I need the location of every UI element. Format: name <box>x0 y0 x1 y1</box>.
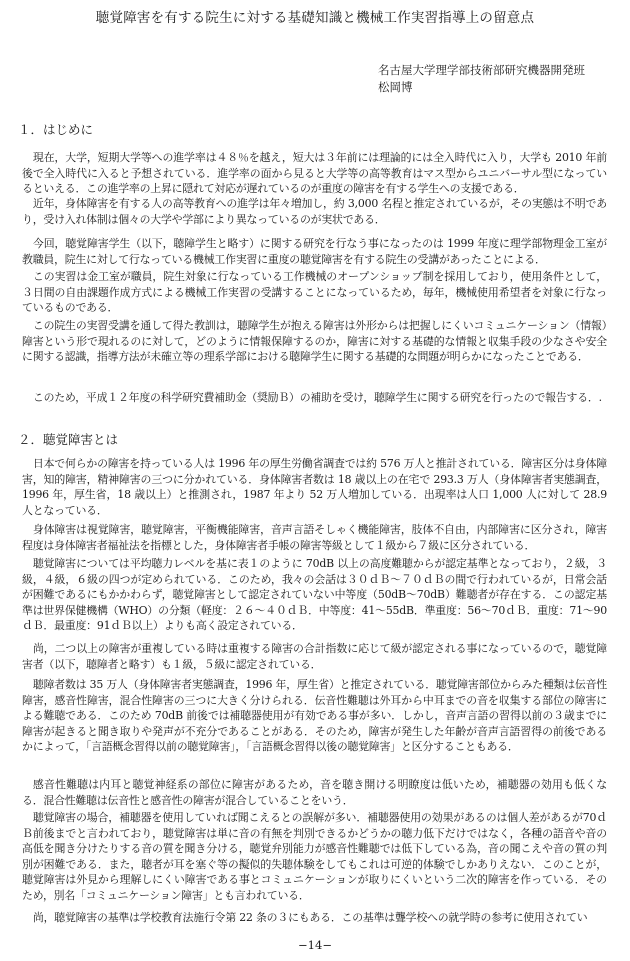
section-heading-introduction: １．はじめに <box>18 122 94 137</box>
author-affiliation: 名古屋大学理学部技術部研究機器開発班 <box>378 63 585 77</box>
author-block <box>378 62 585 96</box>
paragraph: この実習は金工室が職員，院生対象に行なっている工作機械のオープンショップ制を採用しており，使用条件として，３日間の自由課題作成方式による機械工作実習の受講することになっているため，毎年，機械使用希望者を対象に行なっているものである． <box>22 270 607 315</box>
paragraph: 今回，聴覚障害学生（以下，聴障学生と略す）に関する研究を行なう事になったのは 1999 年度に理学部物理金工室が教職員，院生に対して行なっている機械工作実習に重度の聴覚障害を有する院生の受講があったことによる． <box>22 237 607 266</box>
paragraph: 近年，身体障害を有する人の高等教育への進学は年々増加し，約 3,000 名程と推定されているが，その実態は不明であり，受け入れ体制は個々の大学や学部により異なっているのが実状である． <box>22 197 607 226</box>
paragraph: このため，平成１２年度の科学研究費補助金（奨励Ｂ）の補助を受け，聴障学生に関する研究を行ったので報告する．. <box>32 391 602 404</box>
paragraph: 尚，聴覚障害の基準は学校教育法施行令第 22 条の３にもある．この基準は聾学校への就学時の参考に使用されてい <box>32 911 588 924</box>
paragraph: この院生の実習受講を通して得た教訓は，聴障学生が抱える障害は外形からは把握しにくいコミュニケーション（情報）障害という形で現れるのに対して，どのように情報保障するのか，障害に対する基礎的な情報と収集手段の少なさや安全に関する認識，指導方法が未確立等の理系学部における聴障学生に関する基礎的な問題が明らかになったことである． <box>22 319 607 364</box>
paragraph: 聴覚障害については平均聴力レベルを基に表１のように 70dB 以上の高度難聴からが認定基準となっており，２級，３級，４級，６級の四つが定められている．このため，我々の会話は３０ｄＢ〜７０ｄＢの間で行われているが，日常会話が困難であるにもかかわらず，聴覚障害として認定されていない中等度（50dB〜70dB）難聴者が存在する．この認定基準は世界保健機構（WHO）の分類（軽度：２６〜４０ｄＢ．中等度：41〜55dB．準重度：56〜70ｄＢ．重度：71〜90ｄＢ．最重度：91ｄＢ以上）よりも高く設定されている． <box>22 557 607 633</box>
paragraph: 現在，大学，短期大学等への進学率は４８％を越え，短大は３年前には理論的には全入時代に入り，大学も 2010 年前後で全入時代に入ると予想されている．進学率の面から見ると大学等の高等教育はマス型からユニバーサル型になっているといえる．この進学率の上昇に隠れて対応が遅れているのが重度の障害を有する学生への支援である． <box>22 151 607 196</box>
paragraph: 聴障者数は 35 万人（身体障害者実態調査，1996 年，厚生省）と推定されている．聴覚障害部位からみた種類は伝音性障害，感音性障害，混合性障害の三つに大きく分けられる．伝音性難聴は外耳から中耳までの音を収集する部位の障害による難聴である．このため 70dB 前後では補聴器使用が有効である事が多い．しかし，音声言語の習得以前の３歳までに障害が起きると聞き取りや発声が不充分であることがある．そのため，障害が発生した年齢が音声言語習得の前後であるかによって，「言語概念習得以前の聴覚障害」，「言語概念習得以後の聴覚障害」と区分することもある． <box>22 678 607 754</box>
document-title: 聴覚障害を有する院生に対する基礎知識と機械工作実習指導上の留意点 <box>95 10 535 26</box>
paragraph: 尚，二つ以上の障害が重複している時は重複する障害の合計指数に応じて級が認定される事になっているので，聴覚障害者（以下，聴障者と略す）も１級，５級に認定されている． <box>22 642 607 671</box>
paragraph: 感音性難聴は内耳と聴覚神経系の部位に障害があるため，音を聴き開ける明瞭度は低いため，補聴器の効用も低くなる．混合性難聴は伝音性と感音性の障害が混合していることをいう． <box>22 778 607 807</box>
paragraph: 日本で何らかの障害を持っている人は 1996 年の厚生労働省調査では約 576 万人と推計されている．障害区分は身体障害，知的障害，精神障害の三つに分かれている．身体障害者数は 18 歳以上の在宅で 293.3 万人（身体障害者実態調査，1996 年，厚生省，18 歳以上）と推測され，1987 年より 52 万人増加している．出現率は人口 1,000 人に対して 28.9 人となっている． <box>22 457 607 517</box>
page-number: −14− <box>298 938 332 952</box>
author-name: 松岡博 <box>378 80 413 94</box>
paragraph: 身体障害は視覚障害，聴覚障害，平衡機能障害，音声言語そしゃく機能障害，肢体不自由，内部障害に区分され，障害程度は身体障害者福祉法を指標とした，身体障害者手帳の障害等級として１級から７級に区分されている． <box>22 523 607 552</box>
paragraph: 聴覚障害の場合，補聴器を使用していれば聞こえるとの誤解が多い．補聴器使用の効果があるのは個人差があるが70ｄＢ前後までと言われており，聴覚障害は単に音の有無を判別できるかどうかの聴力低下だけではなく，各種の語音や音の高低を聞き分けたりする音の質を聞き分ける，聴覚弁別能力が感音性難聴では低下している為，音の聞こえや音の質の判別が困難である．また，聴者が耳を塞ぐ等の擬似的失聴体験をしてもこれは可逆的体験でしかありえない．このことが，聴覚障害は外見から理解しにくい障害である事とコミュニケーションが取りにくいという二次的障害を作っている．そのため，別名「コミュニケーション障害」とも言われている． <box>22 811 607 902</box>
section-heading-hearing-impairment: ２．聴覚障害とは <box>18 432 119 447</box>
